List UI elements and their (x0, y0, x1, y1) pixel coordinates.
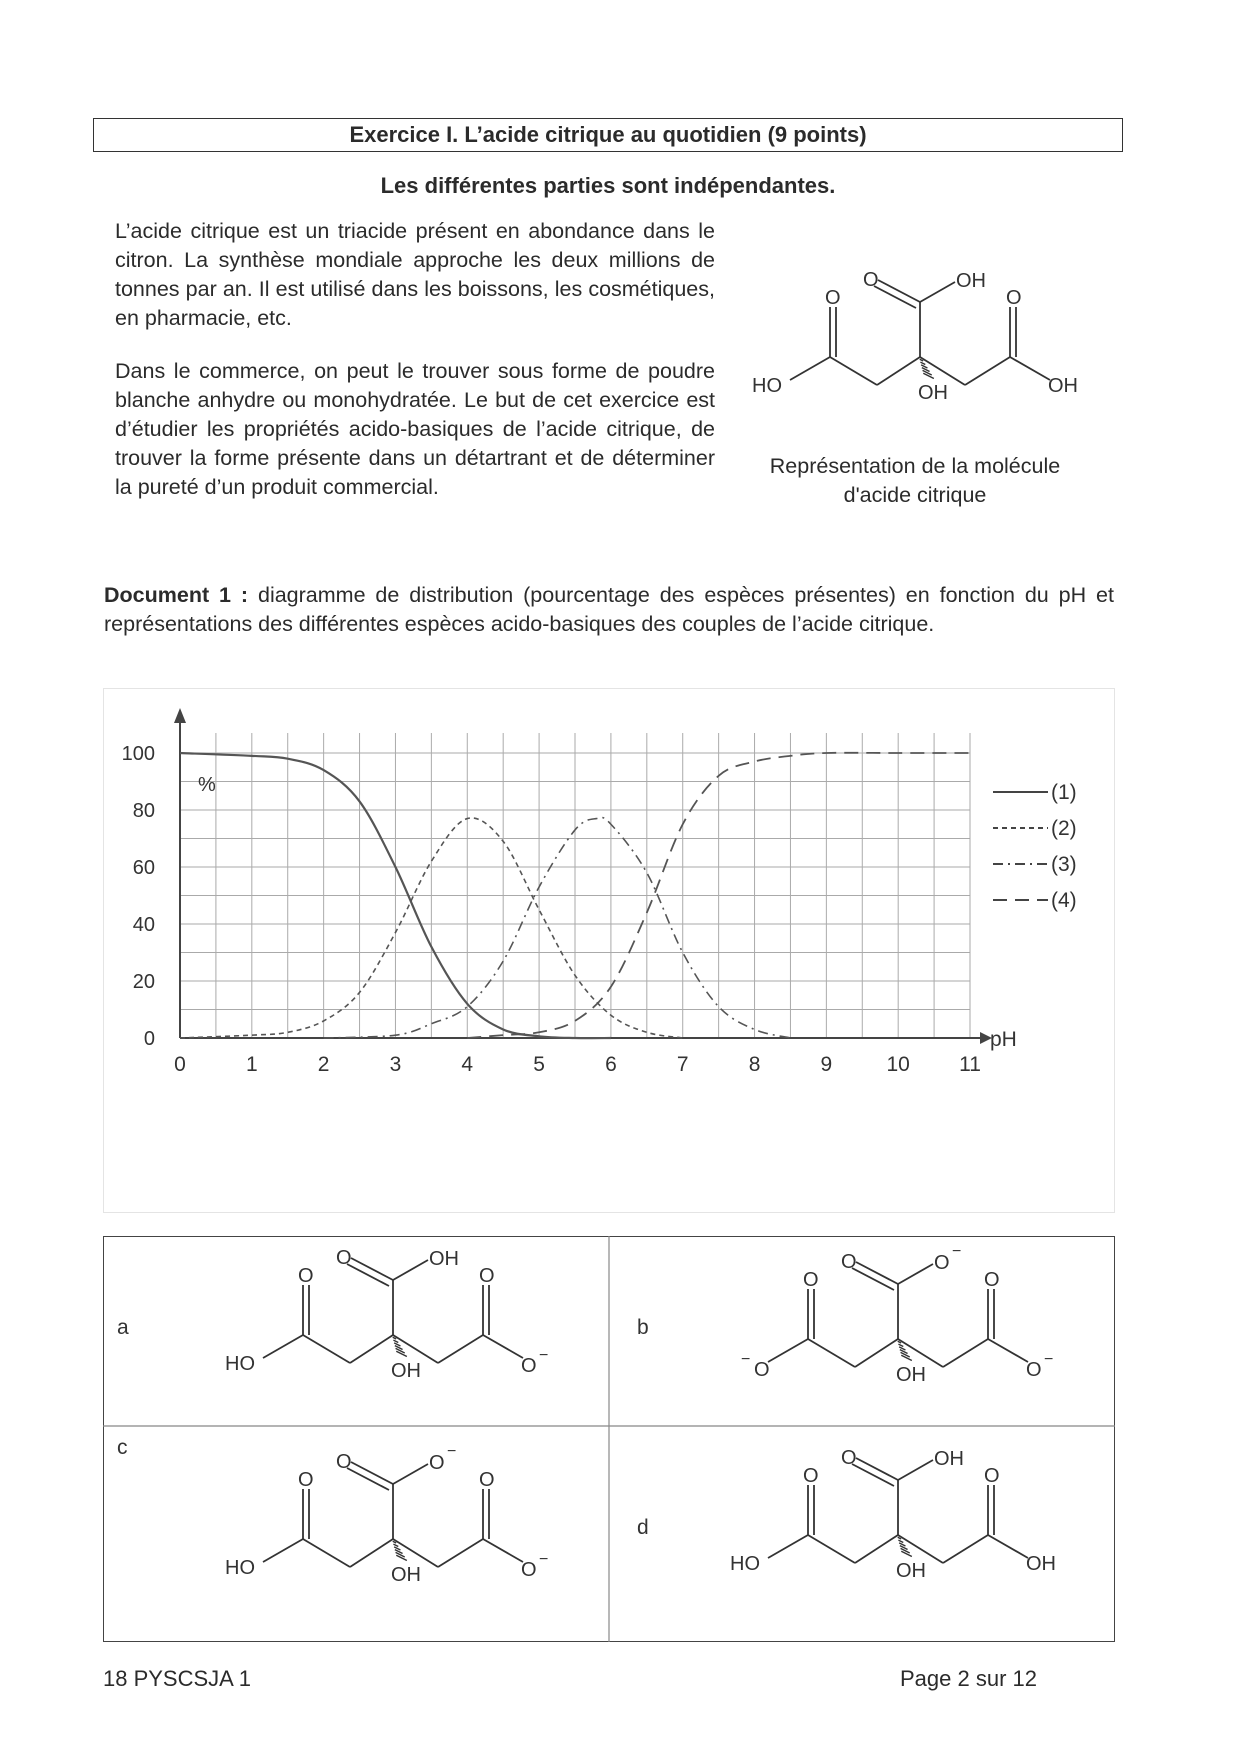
x-tick-label: 0 (174, 1053, 186, 1076)
intro-paragraph-2: Dans le commerce, on peut le trouver sous forme de poudre blanche anhydre ou monohydratée. Le but de cet exercice est d’étudier les propriétés acido-basiques de l’acide citrique, de trouver la forme présente dans un détartrant et de déterminer la pureté d’un produit commercial. (115, 359, 715, 499)
x-axis-label: pH (990, 1028, 1017, 1051)
atom-o: O (825, 287, 841, 309)
atom-o: O (863, 269, 879, 291)
charge-minus: − (1044, 1351, 1054, 1368)
bond (263, 1335, 303, 1358)
legend-label-1: (1) (1051, 781, 1077, 804)
citric-acid-skeleton (752, 269, 1078, 404)
charge-minus: − (741, 1351, 751, 1368)
wedge-hash (393, 1544, 398, 1546)
document1-label: Document 1 : (104, 583, 249, 607)
bond (877, 357, 920, 385)
atom-o: O (984, 1465, 1000, 1487)
bond (830, 357, 877, 385)
charge-minus: − (539, 1347, 549, 1364)
y-tick-label: 80 (132, 800, 155, 822)
x-tick-label: 7 (676, 1053, 689, 1076)
wedge-hash (920, 362, 925, 364)
bond (350, 1539, 393, 1567)
species-structure-d (730, 1447, 1056, 1582)
species-letter-d: d (637, 1516, 649, 1539)
atom-o: O (803, 1465, 819, 1487)
charge-minus: − (539, 1551, 549, 1568)
bond (965, 357, 1010, 385)
bond (768, 1339, 808, 1362)
y-tick-label: 100 (121, 743, 155, 765)
atom-o: O (429, 1452, 445, 1474)
bond (920, 282, 955, 302)
atom-o: O (336, 1451, 352, 1473)
bond (350, 1335, 393, 1363)
atom-o: O (298, 1469, 314, 1491)
molecule-caption (735, 452, 1095, 510)
atom-o: O (298, 1265, 314, 1287)
atom-oh: OH (429, 1248, 459, 1270)
wedge-hash (898, 1540, 903, 1542)
x-tick-label: 8 (748, 1053, 761, 1076)
bond (943, 1535, 988, 1563)
bond (483, 1335, 523, 1358)
atom-o: O (803, 1269, 819, 1291)
series-line-3 (324, 818, 791, 1038)
x-tick-label: 10 (886, 1053, 910, 1076)
x-tick-label: 1 (245, 1053, 258, 1076)
atom-oh: OH (1048, 375, 1078, 397)
document1-intro (104, 581, 1114, 639)
atom-o: O (1006, 287, 1022, 309)
atom-oh: OH (956, 270, 986, 292)
atom-o: O (934, 1252, 950, 1274)
y-tick-label: 20 (132, 971, 155, 993)
atom-o: O (841, 1447, 857, 1469)
x-tick-label: 2 (317, 1053, 330, 1076)
atom-o: O (1026, 1359, 1042, 1381)
atom-oh: OH (896, 1364, 926, 1386)
atom-oh: OH (1026, 1553, 1056, 1575)
atom-ho: HO (730, 1553, 760, 1575)
bond (920, 357, 965, 385)
bond (393, 1464, 428, 1484)
charge-minus: − (447, 1443, 457, 1460)
exercise-title: Exercice I. L’acide citrique au quotidien (9 points) (93, 118, 1123, 152)
exercise-subtitle: Les différentes parties sont indépendantes. (380, 173, 836, 198)
x-tick-label: 3 (389, 1053, 402, 1076)
bond (790, 357, 830, 380)
x-tick-label: 4 (461, 1053, 474, 1076)
y-tick-label: 60 (132, 857, 155, 879)
bond (898, 1535, 943, 1563)
species-letter-b: b (637, 1316, 649, 1339)
atom-ho: HO (225, 1557, 255, 1579)
atom-o: O (479, 1265, 495, 1287)
y-axis-label: % (198, 774, 216, 796)
atom-oh: OH (391, 1564, 421, 1586)
bond (393, 1539, 438, 1567)
atom-o: O (521, 1559, 537, 1581)
x-tick-label: 6 (605, 1053, 617, 1076)
species-letter-c: c (117, 1436, 128, 1459)
bond (855, 1535, 898, 1563)
x-tick-label: 9 (820, 1053, 833, 1076)
charge-minus: − (952, 1243, 962, 1260)
bond (768, 1535, 808, 1558)
document1-text: diagramme de distribution (pourcentage des espèces présentes) en fonction du pH et représentations des différentes espèces acido-basiques des couples de l’acide citrique. (104, 583, 1114, 636)
molecule-caption-line1: Représentation de la molécule (769, 454, 1061, 478)
y-axis-arrow (174, 708, 186, 723)
bond (438, 1335, 483, 1363)
bond (483, 1539, 523, 1562)
species-structures (103, 1236, 1115, 1642)
bond (898, 1460, 933, 1480)
bond (988, 1339, 1028, 1362)
species-structure-b (741, 1243, 1053, 1386)
atom-oh: OH (918, 382, 948, 404)
legend-label-4: (4) (1051, 889, 1077, 912)
atom-oh: OH (896, 1560, 926, 1582)
atom-o: O (984, 1269, 1000, 1291)
species-structure-c (225, 1443, 548, 1586)
footer-page: Page 2 sur 12 (900, 1666, 1037, 1691)
bond (393, 1260, 428, 1280)
bond (855, 1339, 898, 1367)
bond (393, 1335, 438, 1363)
citric-acid-molecule (720, 250, 1120, 430)
bond (988, 1535, 1028, 1558)
atom-ho: HO (752, 375, 782, 397)
species-structure-a (225, 1247, 548, 1382)
molecule-caption-line2: d'acide citrique (843, 483, 987, 507)
wedge-hash (393, 1340, 398, 1342)
wedge-hash (898, 1344, 903, 1346)
atom-o: O (841, 1251, 857, 1273)
legend-label-2: (2) (1051, 817, 1077, 840)
atom-o: O (521, 1355, 537, 1377)
bond (303, 1539, 350, 1567)
atom-o: O (754, 1359, 770, 1381)
chart-grid (180, 733, 970, 1038)
bond (263, 1539, 303, 1562)
x-tick-label: 5 (533, 1053, 545, 1076)
atom-oh: OH (391, 1360, 421, 1382)
footer-code: 18 PYSCSJA 1 (103, 1666, 251, 1691)
bond (808, 1535, 855, 1563)
distribution-chart (103, 688, 1115, 1213)
bond (943, 1339, 988, 1367)
y-tick-label: 0 (143, 1028, 155, 1050)
bond (303, 1335, 350, 1363)
intro-paragraph-1: L’acide citrique est un triacide présent en abondance dans le citron. La synthèse mondiale approche les deux millions de tonnes par an. Il est utilisé dans les boissons, les cosmétiques, en pharmacie, etc. (115, 219, 715, 330)
bond (898, 1339, 943, 1367)
atom-o: O (479, 1469, 495, 1491)
bond (1010, 357, 1050, 380)
legend-label-3: (3) (1051, 853, 1077, 876)
y-tick-label: 40 (132, 914, 155, 936)
bond (808, 1339, 855, 1367)
bond (438, 1539, 483, 1567)
atom-o: O (336, 1247, 352, 1269)
bond (898, 1264, 933, 1284)
species-letter-a: a (117, 1316, 129, 1339)
atom-ho: HO (225, 1353, 255, 1375)
x-tick-label: 11 (959, 1053, 981, 1076)
atom-oh: OH (934, 1448, 964, 1470)
